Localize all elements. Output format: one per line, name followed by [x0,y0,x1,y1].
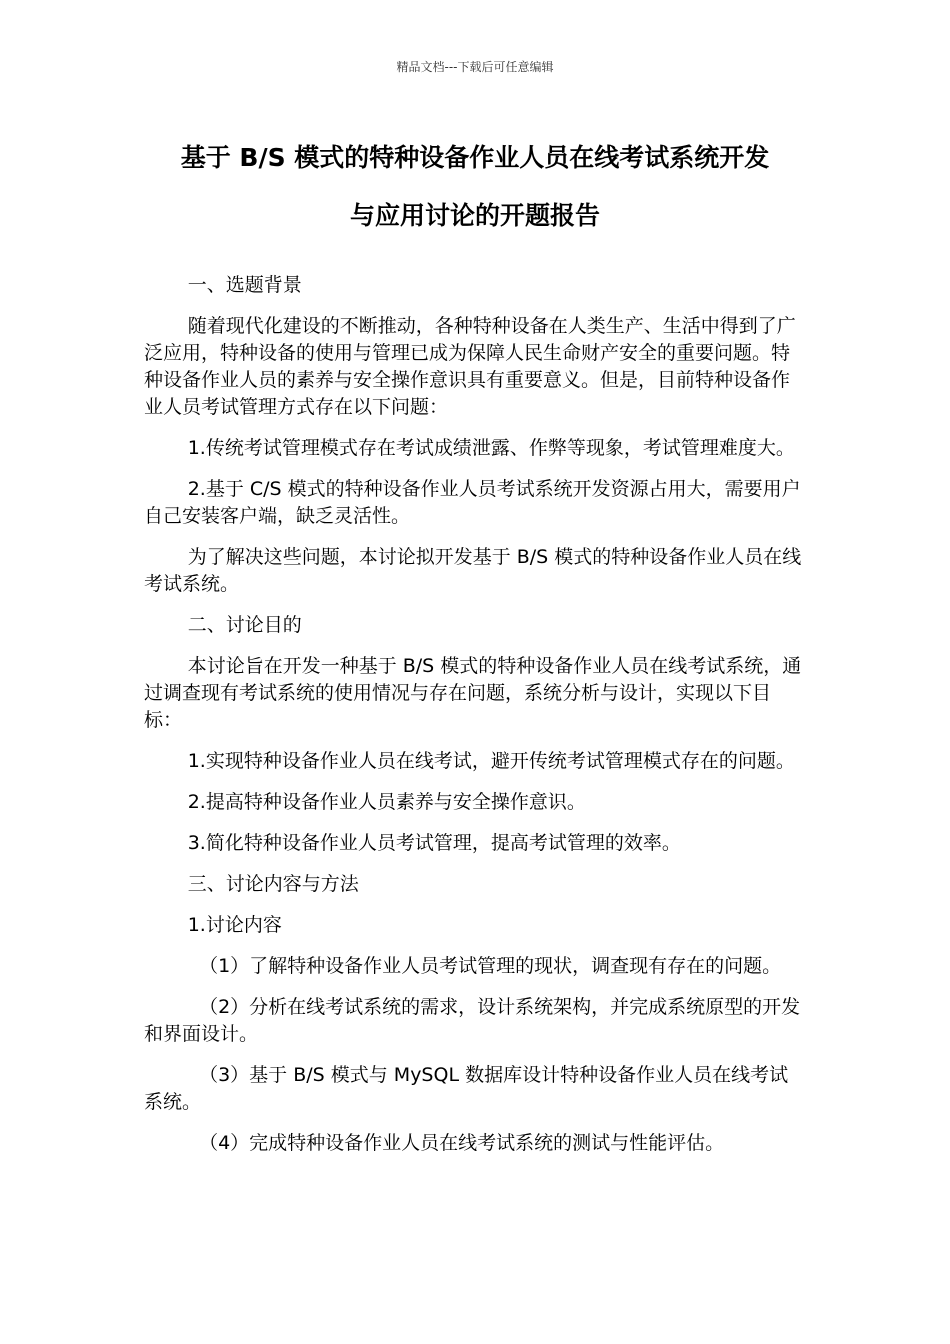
content-item-1: （1）了解特种设备作业人员考试管理的现状，调查现有存在的问题。 [199,955,782,977]
content-item-3: （3）基于 B/S 模式与 MySQL 数据库设计特种设备作业人员在线考试系统。 [144,1064,789,1113]
document-title-line-2: 与应用讨论的开题报告 [349,201,600,230]
paragraph-solution: 为了解决这些问题，本讨论拟开发基于 B/S 模式的特种设备作业人员在线考试系统。 [144,546,802,595]
content-item-4: （4）完成特种设备作业人员在线考试系统的测试与性能评估。 [199,1132,725,1154]
section-heading-purpose: 二、讨论目的 [187,614,302,636]
document-title-line-1: 基于 B/S 模式的特种设备作业人员在线考试系统开发 [180,143,770,172]
document-body [144,272,806,1171]
goal-item-3: 3.简化特种设备作业人员考试管理，提高考试管理的效率。 [187,832,681,854]
paragraph-background: 随着现代化建设的不断推动，各种特种设备在人类生产、生活中得到了广泛应用，特种设备的使用与管理已成为保障人民生命财产安全的重要问题。特种设备作业人员的素养与安全操作意识具有重要意义。但是，目前特种设备作业人员考试管理方式存在以下问题： [144,315,796,418]
problem-item-1: 1.传统考试管理模式存在考试成绩泄露、作弊等现象，考试管理难度大。 [187,437,795,459]
content-item-2: （2）分析在线考试系统的需求，设计系统架构，并完成系统原型的开发和界面设计。 [144,996,801,1045]
goal-item-1: 1.实现特种设备作业人员在线考试，避开传统考试管理模式存在的问题。 [187,750,795,772]
subheading-content: 1.讨论内容 [187,914,282,936]
header-note: 精品文档---下载后可任意编辑 [396,60,554,74]
section-heading-background: 一、选题背景 [187,274,302,296]
paragraph-purpose: 本讨论旨在开发一种基于 B/S 模式的特种设备作业人员在线考试系统，通过调查现有考试系统的使用情况与存在问题，系统分析与设计，实现以下目标： [144,655,802,731]
problem-item-2: 2.基于 C/S 模式的特种设备作业人员考试系统开发资源占用大，需要用户自己安装客户端，缺乏灵活性。 [144,478,801,527]
goal-item-2: 2.提高特种设备作业人员素养与安全操作意识。 [187,791,586,813]
section-heading-content-method: 三、讨论内容与方法 [187,873,359,895]
